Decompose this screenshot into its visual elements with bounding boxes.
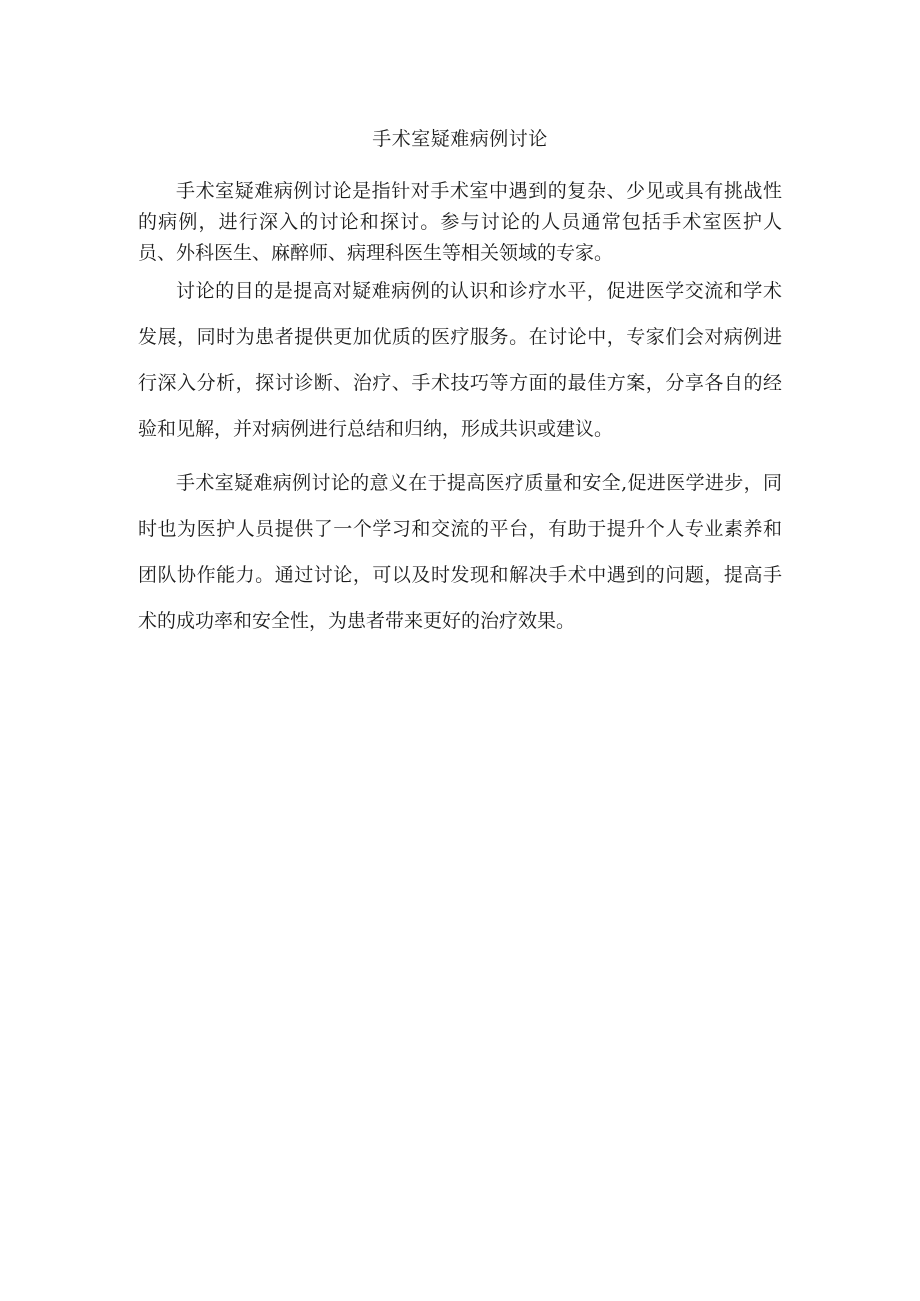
document-title: 手术室疑难病例讨论 <box>372 128 548 150</box>
paragraph-intro: 手术室疑难病例讨论是指针对手术室中遇到的复杂、少见或具有挑战性的病例，进行深入的讨论和探讨。参与讨论的人员通常包括手术室医护人员、外科医生、麻醉师、病理科医生等相关领域的专家。 <box>138 180 782 264</box>
paragraph-significance: 手术室疑难病例讨论的意义在于提高医疗质量和安全,促进医学进步，同时也为医护人员提供了一个学习和交流的平台，有助于提升个人专业素养和团队协作能力。通过讨论，可以及时发现和解决手术中遇到的问题，提高手术的成功率和安全性，为患者带来更好的治疗效果。 <box>138 472 782 632</box>
paragraph-purpose: 讨论的目的是提高对疑难病例的认识和诊疗水平，促进医学交流和学术发展，同时为患者提供更加优质的医疗服务。在讨论中，专家们会对病例进行深入分析，探讨诊断、治疗、手术技巧等方面的最佳方案，分享各自的经验和见解，并对病例进行总结和归纳，形成共识或建议。 <box>138 280 782 440</box>
